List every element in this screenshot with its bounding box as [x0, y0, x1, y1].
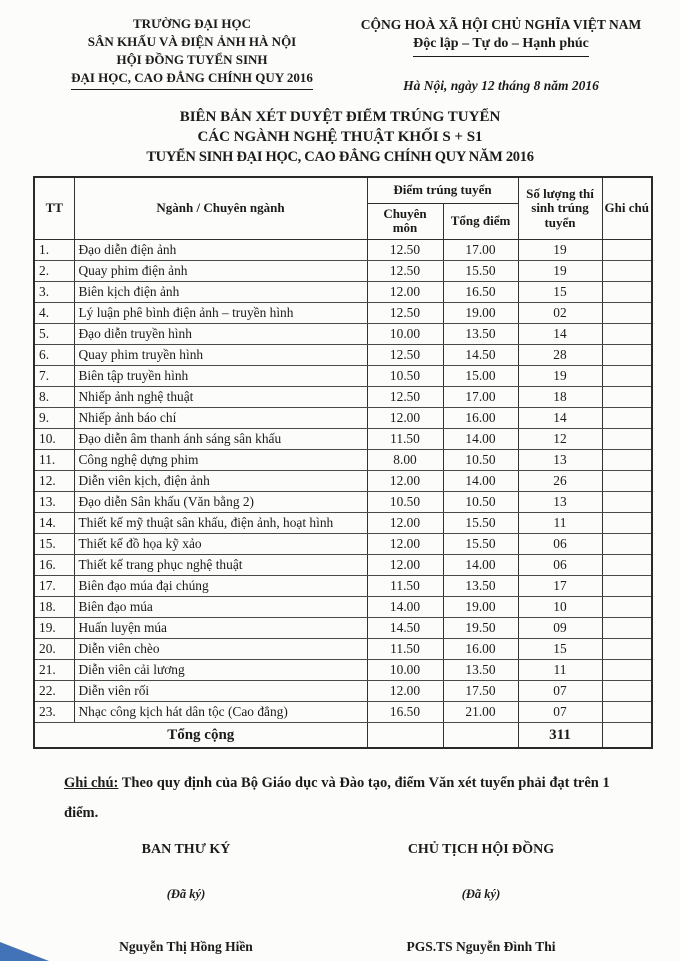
- chuyen-mon-cell: 12.00: [367, 554, 443, 575]
- table-row: [34, 302, 652, 323]
- ghi-chu-cell: [602, 680, 652, 701]
- table-row: [34, 281, 652, 302]
- chuyen-mon-cell: 11.50: [367, 428, 443, 449]
- so-luong-cell: 11: [518, 659, 602, 680]
- title-line-1: BIÊN BẢN XÉT DUYỆT ĐIỂM TRÚNG TUYỂN: [179, 109, 501, 125]
- chuyen-mon-cell: 14.00: [367, 596, 443, 617]
- tong-diem-cell: 19.00: [443, 596, 518, 617]
- table-body: [34, 239, 652, 722]
- ghi-chu-cell: [602, 491, 652, 512]
- so-luong-cell: 09: [518, 617, 602, 638]
- ghi-chu-cell: [602, 638, 652, 659]
- page-title: [0, 107, 680, 167]
- signer-name-left: Nguyễn Thị Hồng Hiền: [119, 939, 253, 954]
- tong-diem-cell: 15.00: [443, 365, 518, 386]
- table-row: [34, 470, 652, 491]
- table-row: [34, 701, 652, 722]
- table-row: [34, 554, 652, 575]
- institution-line-1: TRƯỜNG ĐẠI HỌC: [133, 16, 251, 31]
- signed-stamp-right: (Đã ký): [461, 887, 501, 901]
- table-header: [34, 177, 652, 239]
- signature-title-left: BAN THƯ KÝ: [141, 842, 231, 857]
- tt-cell: 2.: [34, 260, 74, 281]
- table-row: [34, 239, 652, 260]
- tong-diem-cell: 14.00: [443, 428, 518, 449]
- chuyen-mon-cell: 12.00: [367, 680, 443, 701]
- footnote-text: Theo quy định của Bộ Giáo dục và Đào tạo, điểm Văn xét tuyển phải đạt trên 1 điểm.: [64, 775, 610, 821]
- total-row: [34, 722, 652, 748]
- table-row: [34, 428, 652, 449]
- place-date-line: Hà Nội, ngày 12 tháng 8 năm 2016: [403, 78, 599, 93]
- ghi-chu-cell: [602, 239, 652, 260]
- nganh-cell: Đạo diễn truyền hình: [74, 323, 367, 344]
- nganh-cell: Thiết kế mỹ thuật sân khấu, điện ảnh, hoạt hình: [74, 512, 367, 533]
- table-row: [34, 260, 652, 281]
- so-luong-cell: 13: [518, 491, 602, 512]
- country-name: CỘNG HOÀ XÃ HỘI CHỦ NGHĨA VIỆT NAM: [360, 17, 642, 32]
- chuyen-mon-cell: 11.50: [367, 638, 443, 659]
- so-luong-cell: 11: [518, 512, 602, 533]
- table-row: [34, 407, 652, 428]
- chuyen-mon-cell: 12.00: [367, 407, 443, 428]
- col-header-tong-diem: Tổng điểm: [443, 203, 518, 239]
- chuyen-mon-cell: 12.00: [367, 512, 443, 533]
- tt-cell: 4.: [34, 302, 74, 323]
- col-header-nganh: Ngành / Chuyên ngành: [74, 177, 367, 239]
- chuyen-mon-cell: 16.50: [367, 701, 443, 722]
- footnote: [64, 768, 638, 828]
- table-row: [34, 365, 652, 386]
- tt-cell: 6.: [34, 344, 74, 365]
- ghi-chu-cell: [602, 260, 652, 281]
- national-motto: Độc lập – Tự do – Hạnh phúc: [413, 34, 589, 57]
- title-line-3: TUYỂN SINH ĐẠI HỌC, CAO ĐẲNG CHÍNH QUY NĂM 2016: [146, 149, 534, 165]
- institution-line-4: ĐẠI HỌC, CAO ĐẲNG CHÍNH QUY 2016: [71, 69, 313, 90]
- signature-title-right: CHỦ TỊCH HỘI ĐỒNG: [407, 842, 555, 857]
- table-row: [34, 323, 652, 344]
- nganh-cell: Đạo diễn điện ảnh: [74, 239, 367, 260]
- tong-diem-cell: 15.50: [443, 533, 518, 554]
- so-luong-cell: 18: [518, 386, 602, 407]
- ghi-chu-cell: [602, 617, 652, 638]
- admission-scores-table: [33, 176, 653, 749]
- ghi-chu-cell: [602, 281, 652, 302]
- tong-diem-cell: 14.50: [443, 344, 518, 365]
- total-chuyen-mon-cell: [367, 722, 443, 748]
- nganh-cell: Biên đạo múa: [74, 596, 367, 617]
- tt-cell: 19.: [34, 617, 74, 638]
- chuyen-mon-cell: 10.00: [367, 323, 443, 344]
- issuing-institution-block: [42, 15, 342, 94]
- table-row: [34, 533, 652, 554]
- chuyen-mon-cell: 10.50: [367, 491, 443, 512]
- table-row: [34, 617, 652, 638]
- tt-cell: 16.: [34, 554, 74, 575]
- tt-cell: 8.: [34, 386, 74, 407]
- nganh-cell: Diễn viên rối: [74, 680, 367, 701]
- so-luong-cell: 14: [518, 323, 602, 344]
- ghi-chu-cell: [602, 302, 652, 323]
- tong-diem-cell: 16.50: [443, 281, 518, 302]
- chuyen-mon-cell: 12.50: [367, 344, 443, 365]
- nganh-cell: Thiết kế đồ họa kỹ xảo: [74, 533, 367, 554]
- institution-line-2: SÂN KHẤU VÀ ĐIỆN ẢNH HÀ NỘI: [87, 34, 297, 49]
- signature-block-secretary: [45, 842, 327, 955]
- so-luong-cell: 13: [518, 449, 602, 470]
- tt-cell: 23.: [34, 701, 74, 722]
- so-luong-cell: 14: [518, 407, 602, 428]
- col-header-diem-group: Điểm trúng tuyển: [367, 177, 518, 203]
- nganh-cell: Nhiếp ảnh báo chí: [74, 407, 367, 428]
- table-row: [34, 659, 652, 680]
- ghi-chu-cell: [602, 428, 652, 449]
- table-row: [34, 638, 652, 659]
- total-so-luong-cell: 311: [518, 722, 602, 748]
- ghi-chu-cell: [602, 344, 652, 365]
- chuyen-mon-cell: 10.00: [367, 659, 443, 680]
- table-footer: [34, 722, 652, 748]
- ghi-chu-cell: [602, 596, 652, 617]
- table-row: [34, 344, 652, 365]
- tt-cell: 12.: [34, 470, 74, 491]
- total-label-cell: Tổng cộng: [34, 722, 367, 748]
- nganh-cell: Huấn luyện múa: [74, 617, 367, 638]
- table-row: [34, 575, 652, 596]
- ghi-chu-cell: [602, 701, 652, 722]
- signed-stamp-left: (Đã ký): [166, 887, 206, 901]
- tong-diem-cell: 17.50: [443, 680, 518, 701]
- table-row: [34, 386, 652, 407]
- tong-diem-cell: 16.00: [443, 638, 518, 659]
- so-luong-cell: 15: [518, 638, 602, 659]
- tong-diem-cell: 15.50: [443, 260, 518, 281]
- so-luong-cell: 19: [518, 239, 602, 260]
- tong-diem-cell: 13.50: [443, 659, 518, 680]
- chuyen-mon-cell: 12.50: [367, 260, 443, 281]
- ghi-chu-cell: [602, 407, 652, 428]
- so-luong-cell: 28: [518, 344, 602, 365]
- chuyen-mon-cell: 12.50: [367, 302, 443, 323]
- tong-diem-cell: 19.50: [443, 617, 518, 638]
- ghi-chu-cell: [602, 386, 652, 407]
- tt-cell: 10.: [34, 428, 74, 449]
- so-luong-cell: 06: [518, 554, 602, 575]
- chuyen-mon-cell: 12.00: [367, 533, 443, 554]
- tong-diem-cell: 16.00: [443, 407, 518, 428]
- table-row: [34, 596, 652, 617]
- nganh-cell: Quay phim truyền hình: [74, 344, 367, 365]
- nganh-cell: Công nghệ dựng phim: [74, 449, 367, 470]
- so-luong-cell: 02: [518, 302, 602, 323]
- title-line-2: CÁC NGÀNH NGHỆ THUẬT KHỐI S + S1: [197, 129, 483, 145]
- tt-cell: 17.: [34, 575, 74, 596]
- tong-diem-cell: 10.50: [443, 491, 518, 512]
- ghi-chu-cell: [602, 365, 652, 386]
- tt-cell: 21.: [34, 659, 74, 680]
- chuyen-mon-cell: 12.00: [367, 470, 443, 491]
- table-row: [34, 680, 652, 701]
- nganh-cell: Diễn viên chèo: [74, 638, 367, 659]
- signature-section: [0, 828, 680, 955]
- so-luong-cell: 19: [518, 260, 602, 281]
- tong-diem-cell: 13.50: [443, 323, 518, 344]
- institution-line-3: HỘI ĐỒNG TUYỂN SINH: [116, 52, 268, 67]
- col-header-tt: TT: [34, 177, 74, 239]
- tt-cell: 15.: [34, 533, 74, 554]
- ghi-chu-cell: [602, 470, 652, 491]
- tt-cell: 18.: [34, 596, 74, 617]
- so-luong-cell: 26: [518, 470, 602, 491]
- ghi-chu-cell: [602, 512, 652, 533]
- tt-cell: 5.: [34, 323, 74, 344]
- tong-diem-cell: 19.00: [443, 302, 518, 323]
- chuyen-mon-cell: 12.50: [367, 239, 443, 260]
- tt-cell: 22.: [34, 680, 74, 701]
- chuyen-mon-cell: 8.00: [367, 449, 443, 470]
- tong-diem-cell: 14.00: [443, 554, 518, 575]
- chuyen-mon-cell: 12.50: [367, 386, 443, 407]
- nganh-cell: Nhạc công kịch hát dân tộc (Cao đẳng): [74, 701, 367, 722]
- ghi-chu-cell: [602, 659, 652, 680]
- col-header-so-luong: Số lượng thí sinh trúng tuyển: [518, 177, 602, 239]
- tt-cell: 1.: [34, 239, 74, 260]
- tt-cell: 3.: [34, 281, 74, 302]
- tt-cell: 11.: [34, 449, 74, 470]
- tong-diem-cell: 17.00: [443, 386, 518, 407]
- table-row: [34, 512, 652, 533]
- nganh-cell: Diễn viên kịch, điện ảnh: [74, 470, 367, 491]
- nganh-cell: Biên kịch điện ảnh: [74, 281, 367, 302]
- tt-cell: 13.: [34, 491, 74, 512]
- tong-diem-cell: 15.50: [443, 512, 518, 533]
- nganh-cell: Nhiếp ảnh nghệ thuật: [74, 386, 367, 407]
- ghi-chu-cell: [602, 533, 652, 554]
- chuyen-mon-cell: 10.50: [367, 365, 443, 386]
- tong-diem-cell: 14.00: [443, 470, 518, 491]
- tong-diem-cell: 21.00: [443, 701, 518, 722]
- total-ghi-chu-cell: [602, 722, 652, 748]
- nganh-cell: Lý luận phê bình điện ảnh – truyền hình: [74, 302, 367, 323]
- ghi-chu-cell: [602, 449, 652, 470]
- table-row: [34, 449, 652, 470]
- signer-name-right: PGS.TS Nguyễn Đình Thi: [406, 939, 556, 954]
- nganh-cell: Đạo diễn âm thanh ánh sáng sân khấu: [74, 428, 367, 449]
- so-luong-cell: 07: [518, 701, 602, 722]
- so-luong-cell: 07: [518, 680, 602, 701]
- chuyen-mon-cell: 14.50: [367, 617, 443, 638]
- ghi-chu-cell: [602, 575, 652, 596]
- nganh-cell: Đạo diễn Sân khấu (Văn bằng 2): [74, 491, 367, 512]
- tt-cell: 9.: [34, 407, 74, 428]
- so-luong-cell: 06: [518, 533, 602, 554]
- tong-diem-cell: 10.50: [443, 449, 518, 470]
- signature-block-chairman: [340, 842, 622, 955]
- table-row: [34, 491, 652, 512]
- col-header-chuyen-mon: Chuyên môn: [367, 203, 443, 239]
- so-luong-cell: 17: [518, 575, 602, 596]
- nganh-cell: Diễn viên cải lương: [74, 659, 367, 680]
- nganh-cell: Biên tập truyền hình: [74, 365, 367, 386]
- tt-cell: 14.: [34, 512, 74, 533]
- nganh-cell: Thiết kế trang phục nghệ thuật: [74, 554, 367, 575]
- ghi-chu-cell: [602, 323, 652, 344]
- ghi-chu-cell: [602, 554, 652, 575]
- tong-diem-cell: 13.50: [443, 575, 518, 596]
- chuyen-mon-cell: 12.00: [367, 281, 443, 302]
- tt-cell: 7.: [34, 365, 74, 386]
- nganh-cell: Quay phim điện ảnh: [74, 260, 367, 281]
- so-luong-cell: 15: [518, 281, 602, 302]
- tt-cell: 20.: [34, 638, 74, 659]
- total-tong-diem-cell: [443, 722, 518, 748]
- tong-diem-cell: 17.00: [443, 239, 518, 260]
- so-luong-cell: 10: [518, 596, 602, 617]
- document-header: [0, 0, 680, 94]
- col-header-ghi-chu: Ghi chú: [602, 177, 652, 239]
- so-luong-cell: 19: [518, 365, 602, 386]
- nganh-cell: Biên đạo múa đại chúng: [74, 575, 367, 596]
- national-motto-block: [350, 15, 652, 94]
- so-luong-cell: 12: [518, 428, 602, 449]
- footnote-label: Ghi chú:: [64, 775, 119, 791]
- chuyen-mon-cell: 11.50: [367, 575, 443, 596]
